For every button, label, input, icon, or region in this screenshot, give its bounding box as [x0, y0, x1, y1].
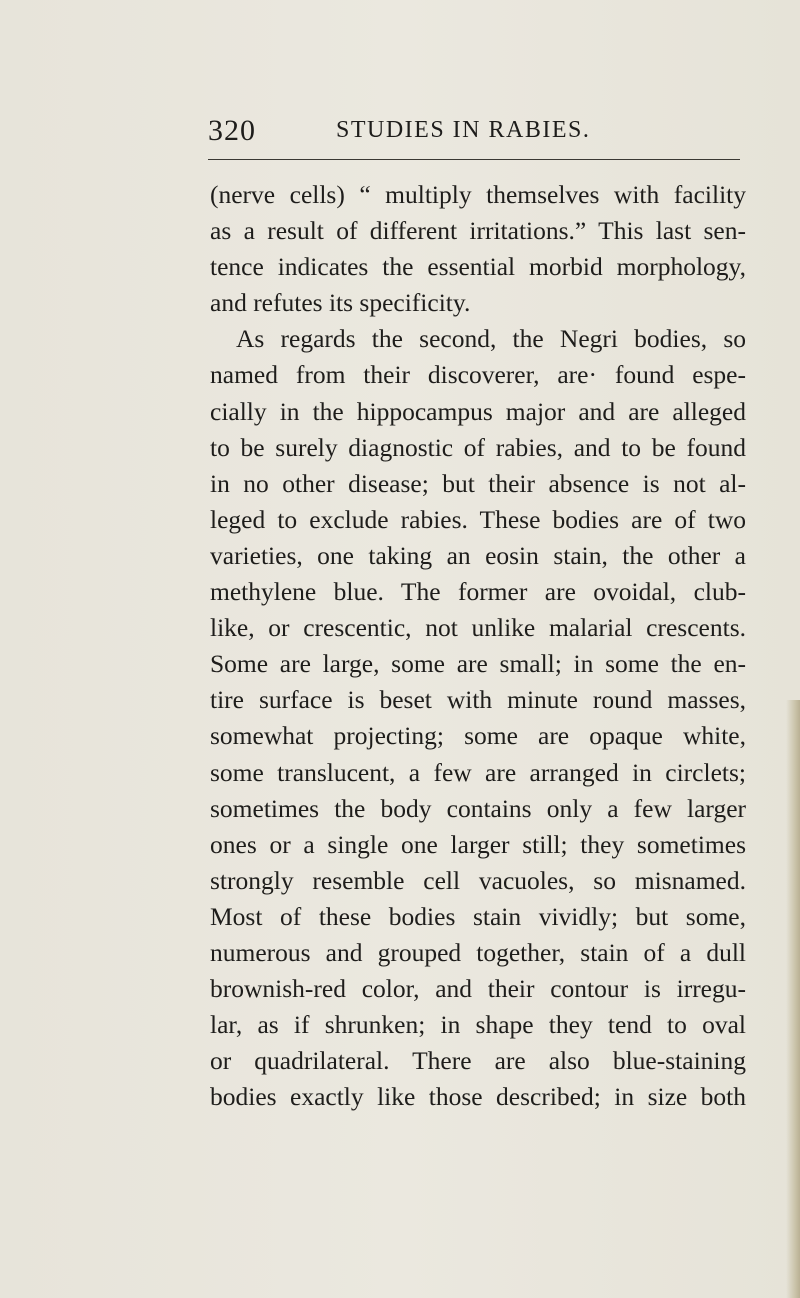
text-line: to be surely diagnostic of rabies, and to be found [210, 432, 746, 462]
text-line: somewhat projecting; some are opaque white, [210, 721, 746, 751]
body-text [210, 177, 746, 1115]
text-line: Most of these bodies stain vividly; but some, [210, 901, 746, 931]
text-line: sometimes the body contains only a few larger [210, 793, 746, 823]
text-line: like, or crescentic, not unlike malarial crescents. [210, 613, 746, 643]
text-line: as a result of different irritations.” This last sen- [210, 216, 746, 246]
running-head [208, 114, 748, 154]
running-title: STUDIES IN RABIES. [336, 117, 591, 143]
text-line: and refutes its specificity. [210, 288, 471, 318]
text-line: in no other disease; but their absence is not al- [210, 468, 746, 498]
text-line: (nerve cells) “ multiply themselves with facility [210, 180, 746, 209]
text-line: Some are large, some are small; in some the en- [210, 649, 746, 679]
text-line: tire surface is beset with minute round masses, [210, 685, 746, 715]
header-rule [208, 159, 740, 160]
text-line: tence indicates the essential morbid morphology, [210, 252, 746, 282]
text-line: cially in the hippocampus major and are alleged [210, 396, 746, 426]
text-line: leged to exclude rabies. These bodies are of two [210, 504, 746, 534]
page-number: 320 [208, 114, 256, 147]
text-line: or quadrilateral. There are also blue-staining [210, 1046, 746, 1076]
text-line: methylene blue. The former are ovoidal, club- [210, 577, 746, 607]
text-line: brownish-red color, and their contour is irregu- [210, 974, 746, 1004]
text-line: some translucent, a few are arranged in circlets; [210, 757, 746, 787]
text-line: strongly resemble cell vacuoles, so misnamed. [210, 865, 746, 895]
text-line: numerous and grouped together, stain of a dull [210, 937, 746, 967]
text-line: As regards the second, the Negri bodies, so [236, 324, 746, 354]
text-line: varieties, one taking an eosin stain, the other a [210, 540, 746, 570]
text-line: ones or a single one larger still; they sometimes [210, 829, 746, 859]
text-line: lar, as if shrunken; in shape they tend to oval [210, 1010, 746, 1040]
text-line: named from their discoverer, are· found espe- [210, 360, 746, 390]
page-edge-shadow [786, 700, 800, 1298]
text-line: bodies exactly like those described; in size both [210, 1082, 746, 1112]
